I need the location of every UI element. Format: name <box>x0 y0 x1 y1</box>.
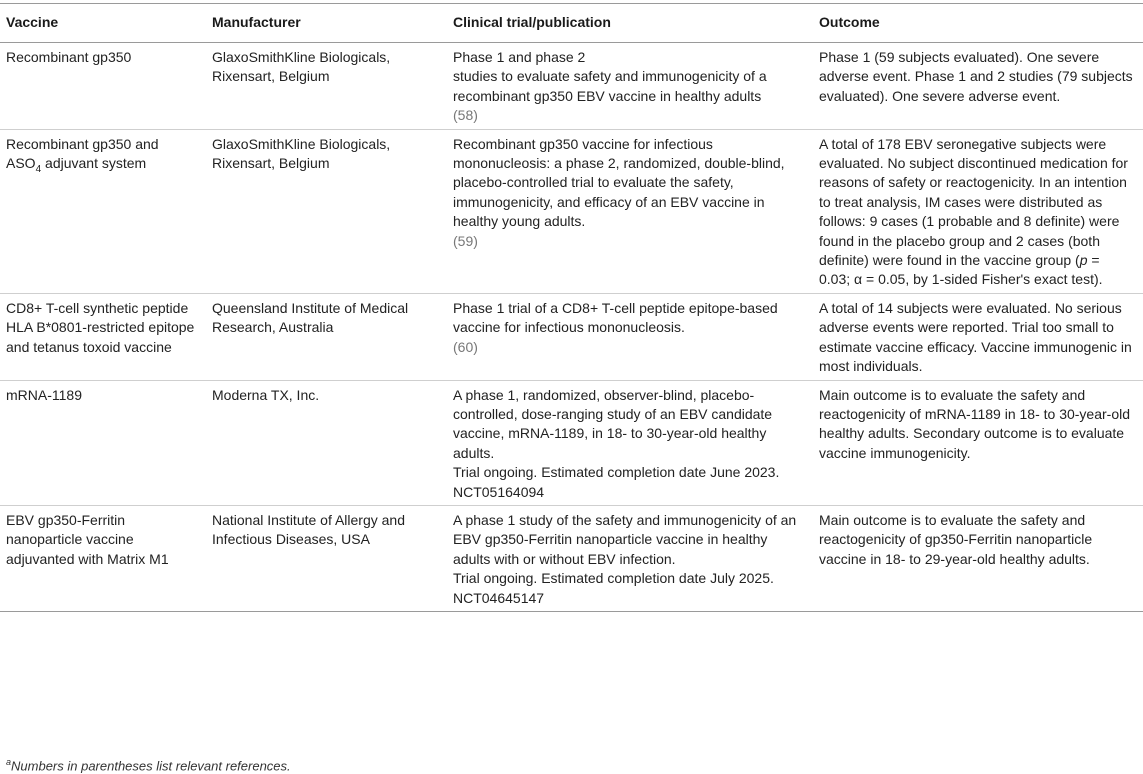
trial-text: Phase 1 and phase 2 <box>453 49 586 65</box>
vaccine-table <box>0 3 1143 612</box>
cell-outcome: A total of 14 subjects were evaluated. No serious adverse events were reported. Trial too small to estimate vaccine efficacy. Vaccine immunogenic in most individuals. <box>813 293 1143 380</box>
vaccine-text: Recombinant gp350 and ASO <box>6 135 159 172</box>
table-header-row <box>0 4 1143 43</box>
cell-manufacturer: National Institute of Allergy and Infectious Diseases, USA <box>206 505 447 611</box>
cell-outcome: Phase 1 (59 subjects evaluated). One severe adverse event. Phase 1 and 2 studies (79 subjects evaluated). One severe adverse event. <box>813 43 1143 130</box>
table-row <box>0 43 1143 130</box>
trial-text: Recombinant gp350 vaccine for infectious mononucleosis: a phase 2, randomized, double-blind, placebo-controlled trial to evaluate the safety, immunogenicity, and efficacy of an EBV vaccine in healthy young adults. <box>453 135 785 230</box>
cell-outcome: Main outcome is to evaluate the safety and reactogenicity of mRNA-1189 in 18- to 30-year-old healthy adults. Secondary outcome is to evaluate vaccine immunogenicity. <box>813 380 1143 505</box>
header-vaccine: Vaccine <box>6 14 59 31</box>
cell-vaccine: mRNA-1189 <box>0 380 206 505</box>
cell-vaccine: EBV gp350-Ferritin nanoparticle vaccine adjuvanted with Matrix M1 <box>0 505 206 611</box>
table-footnote <box>6 754 291 774</box>
outcome-text: A total of 178 EBV seronegative subjects were evaluated. No subject discontinued medication for reasons of safety or reactogenicity. In an intention to treat analysis, IM cases were distributed as follows: 9 cases (1 probable and 8 definite) were found in the placebo group and 2 cases (both definite) were found in the vaccine group ( <box>819 135 1128 269</box>
subscript: 4 <box>35 163 42 175</box>
header-outcome: Outcome <box>819 14 880 31</box>
vaccine-text-post: adjuvant system <box>41 155 147 172</box>
cell-trial <box>447 505 813 611</box>
table-row <box>0 380 1143 505</box>
table-row <box>0 505 1143 611</box>
footnote-marker: a <box>6 757 12 767</box>
table-row <box>0 293 1143 380</box>
cell-trial <box>447 129 813 293</box>
trial-text-extra: studies to evaluate safety and immunogenicity of a recombinant gp350 EBV vaccine in healthy adults <box>453 68 767 104</box>
trial-text: A phase 1, randomized, observer-blind, placebo-controlled, dose-ranging study of an EBV candidate vaccine, mRNA-1189, in 18- to 30-year-old healthy adults. <box>453 386 773 461</box>
reference-link[interactable]: (58) <box>453 107 478 124</box>
cell-manufacturer: Moderna TX, Inc. <box>206 380 447 505</box>
trial-text: Phase 1 trial of a CD8+ T-cell peptide epitope-based vaccine for infectious mononucleosis. <box>453 299 778 336</box>
trial-text-extra: Trial ongoing. Estimated completion date June 2023. NCT05164094 <box>453 464 780 500</box>
cell-outcome: Main outcome is to evaluate the safety and reactogenicity of gp350-Ferritin nanoparticle vaccine in 18- to 29-year-old healthy adults. <box>813 505 1143 611</box>
trial-text: A phase 1 study of the safety and immunogenicity of an EBV gp350-Ferritin nanoparticle vaccine in healthy adults with or without EBV infection. <box>453 511 797 567</box>
cell-vaccine <box>0 129 206 293</box>
cell-vaccine: Recombinant gp350 <box>0 43 206 130</box>
trial-text-extra: Trial ongoing. Estimated completion date July 2025. NCT04645147 <box>453 570 774 606</box>
header-manufacturer: Manufacturer <box>212 14 301 31</box>
cell-manufacturer: GlaxoSmithKline Biologicals, Rixensart, Belgium <box>206 43 447 130</box>
cell-trial <box>447 43 813 130</box>
reference-link[interactable]: (60) <box>453 338 478 355</box>
header-clinical-trial: Clinical trial/publication <box>453 14 611 31</box>
cell-outcome <box>813 129 1143 293</box>
outcome-text-post: = 0.03; α = 0.05, by 1-sided Fisher's exact test). <box>819 252 1103 288</box>
cell-manufacturer: GlaxoSmithKline Biologicals, Rixensart, Belgium <box>206 129 447 293</box>
table-row <box>0 129 1143 293</box>
cell-vaccine: CD8+ T-cell synthetic peptide HLA B*0801-restricted epitope and tetanus toxoid vaccine <box>0 293 206 380</box>
footnote-text: Numbers in parentheses list relevant references. <box>11 758 291 774</box>
cell-manufacturer: Queensland Institute of Medical Research, Australia <box>206 293 447 380</box>
cell-trial <box>447 380 813 505</box>
reference-link[interactable]: (59) <box>453 232 478 249</box>
cell-trial <box>447 293 813 380</box>
p-symbol: p <box>1079 252 1088 269</box>
